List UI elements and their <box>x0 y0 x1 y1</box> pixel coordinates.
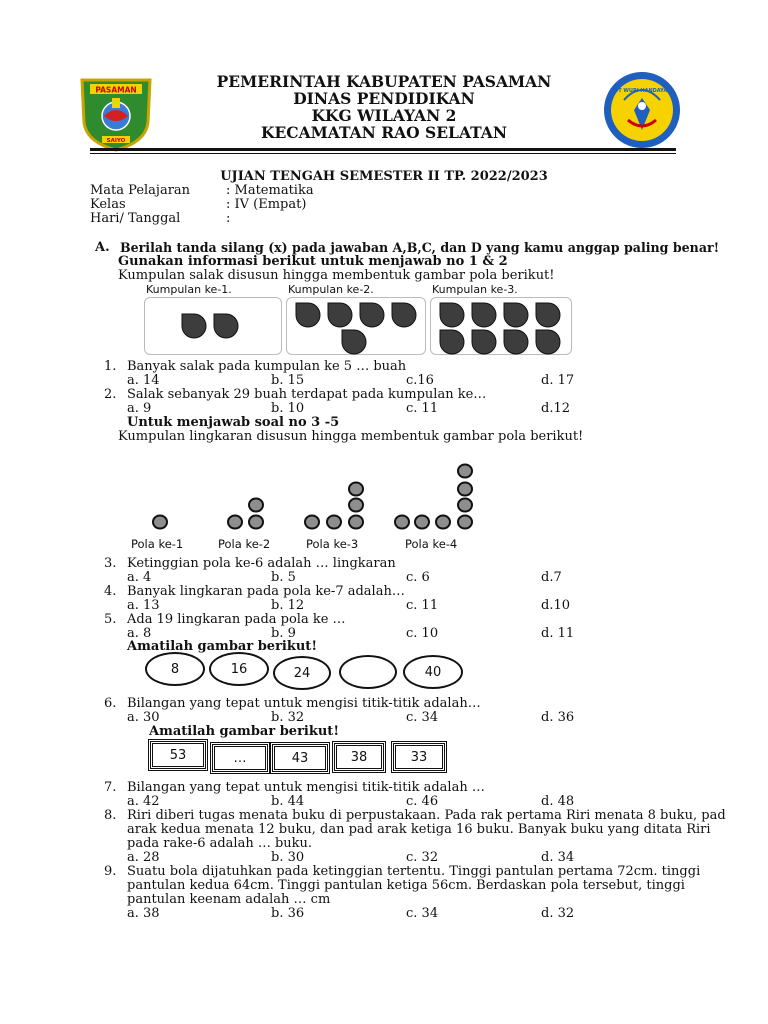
question-text: Bilangan yang tepat untuk mengisi titik-titik adalah… <box>127 696 481 711</box>
header-line-1: PEMERINTAH KABUPATEN PASAMAN <box>216 72 552 91</box>
question-number: 3. <box>104 556 117 571</box>
answer-option[interactable]: b. 15 <box>271 373 305 388</box>
answer-option[interactable]: c. 34 <box>406 906 439 921</box>
svg-text:PASAMAN: PASAMAN <box>95 85 137 95</box>
answer-option[interactable]: b. 10 <box>271 401 305 416</box>
field-label: Mata Pelajaran <box>90 183 191 198</box>
salak-label: Kumpulan ke-1. <box>146 283 232 296</box>
question-number: 6. <box>104 696 117 711</box>
question-text: Bilangan yang tepat untuk mengisi titik-titik adalah … <box>127 780 485 795</box>
question-number: 5. <box>104 612 117 627</box>
question-text: Riri diberi tugas menata buku di perpustakaan. Pada rak pertama Riri menata 8 buku, pad <box>127 808 726 823</box>
answer-option[interactable]: c. 46 <box>406 794 439 809</box>
pattern-circle <box>458 499 472 512</box>
question-number: 1. <box>104 359 117 374</box>
header-line-2: DINAS PENDIDIKAN <box>293 89 475 108</box>
answer-option[interactable]: b. 30 <box>271 850 305 865</box>
svg-text:SAIYO: SAIYO <box>106 138 126 144</box>
question-text: arak kedua menata 12 buku, dan pad arak ketiga 16 buku. Banyak buku yang ditata Riri <box>127 822 711 837</box>
answer-option[interactable]: b. 9 <box>271 626 296 641</box>
answer-option[interactable]: d.7 <box>541 570 562 585</box>
question-number: 8. <box>104 808 117 823</box>
observe-heading: Amatilah gambar berikut! <box>127 639 318 654</box>
field-label: Hari/ Tanggal <box>90 211 181 226</box>
pattern-circle <box>305 516 319 529</box>
answer-option[interactable]: b. 12 <box>271 598 305 613</box>
pola-label: Pola ke-3 <box>306 537 359 551</box>
answer-option[interactable]: d. 11 <box>541 626 575 641</box>
salak-label: Kumpulan ke-2. <box>288 283 374 296</box>
field-value: : Matematika <box>226 183 314 198</box>
sequence-circle: 40 <box>403 655 463 689</box>
sequence-circle: 8 <box>145 652 205 686</box>
sequence-circle: 24 <box>273 656 331 690</box>
field-value: : IV (Empat) <box>226 197 307 212</box>
answer-option[interactable]: a. 4 <box>127 570 152 585</box>
field-label: Kelas <box>90 197 126 212</box>
field-value: : <box>226 211 231 226</box>
pola-label: Pola ke-2 <box>218 537 271 551</box>
question-text: Suatu bola dijatuhkan pada ketinggian tertentu. Tinggi pantulan pertama 72cm. tinggi <box>127 864 701 879</box>
answer-option[interactable]: d.12 <box>541 401 570 416</box>
sequence-square: 43 <box>272 744 328 772</box>
section-marker: A. <box>95 240 110 255</box>
pattern-circle <box>458 516 472 529</box>
pattern-circle <box>327 516 341 529</box>
answer-option[interactable]: b. 32 <box>271 710 305 725</box>
answer-option[interactable]: c. 34 <box>406 710 439 725</box>
answer-option[interactable]: d. 48 <box>541 794 575 809</box>
answer-option[interactable]: d.10 <box>541 598 570 613</box>
observe-heading: Amatilah gambar berikut! <box>149 724 340 739</box>
answer-option[interactable]: a. 9 <box>127 401 152 416</box>
answer-option[interactable]: b. 36 <box>271 906 305 921</box>
answer-option[interactable]: c. 32 <box>406 850 439 865</box>
answer-option[interactable]: a. 30 <box>127 710 160 725</box>
sequence-square-blank: … <box>212 744 268 772</box>
header-line-4: KECAMATAN RAO SELATAN <box>260 123 508 142</box>
pattern-circle <box>349 499 363 512</box>
answer-option[interactable]: d. 34 <box>541 850 575 865</box>
sequence-square: 53 <box>150 741 206 769</box>
pattern-circle <box>436 516 450 529</box>
answer-option[interactable]: b. 5 <box>271 570 296 585</box>
question-text: Banyak salak pada kumpulan ke 5 … buah <box>127 359 407 374</box>
section-instruction: Berilah tanda silang (x) pada jawaban A,B,C, dan D yang kamu anggap paling benar! <box>120 240 720 255</box>
pattern-circle <box>349 483 363 496</box>
answer-option[interactable]: a. 14 <box>127 373 160 388</box>
sequence-square: 38 <box>334 743 384 771</box>
pattern-circle <box>415 516 429 529</box>
answer-option[interactable]: a. 13 <box>127 598 160 613</box>
question-text: pantulan keenam adalah … cm <box>127 892 331 907</box>
salak-label: Kumpulan ke-3. <box>432 283 518 296</box>
pattern-circle <box>153 516 167 529</box>
answer-option[interactable]: b. 44 <box>271 794 305 809</box>
question-number: 7. <box>104 780 117 795</box>
answer-option[interactable]: c.16 <box>406 373 434 388</box>
info-heading: Untuk menjawab soal no 3 -5 <box>127 415 340 430</box>
question-text: Ketinggian pola ke-6 adalah … lingkaran <box>127 556 396 571</box>
pattern-circle <box>228 516 242 529</box>
answer-option[interactable]: d. 32 <box>541 906 575 921</box>
question-text: Banyak lingkaran pada pola ke-7 adalah… <box>127 584 405 599</box>
question-text: pada rake-6 adalah … buku. <box>127 836 313 851</box>
pola-label: Pola ke-4 <box>405 537 458 551</box>
sequence-circle-blank <box>339 655 397 689</box>
answer-option[interactable]: a. 42 <box>127 794 160 809</box>
question-number: 2. <box>104 387 117 402</box>
sequence-square: 33 <box>393 743 445 771</box>
answer-option[interactable]: a. 38 <box>127 906 160 921</box>
sequence-circle: 16 <box>209 652 269 686</box>
pattern-circle <box>458 465 472 478</box>
answer-option[interactable]: a. 8 <box>127 626 152 641</box>
question-text: Ada 19 lingkaran pada pola ke … <box>127 612 346 627</box>
pattern-circle <box>249 499 263 512</box>
salak-intro: Kumpulan salak disusun hingga membentuk gambar pola berikut! <box>118 268 555 283</box>
answer-option[interactable]: c. 11 <box>406 598 439 613</box>
circle-intro: Kumpulan lingkaran disusun hingga membentuk gambar pola berikut! <box>118 429 584 444</box>
question-number: 4. <box>104 584 117 599</box>
pattern-circle <box>249 516 263 529</box>
pola-label: Pola ke-1 <box>131 537 184 551</box>
info-heading: Gunakan informasi berikut untuk menjawab no 1 & 2 <box>118 254 508 269</box>
question-text: pantulan kedua 64cm. Tinggi pantulan ketiga 56cm. Berdaskan pola tersebut, tinggi <box>127 878 685 893</box>
answer-option[interactable]: c. 10 <box>406 626 439 641</box>
answer-option[interactable]: a. 28 <box>127 850 160 865</box>
answer-option[interactable]: c. 11 <box>406 401 439 416</box>
question-number: 9. <box>104 864 117 879</box>
header-line-3: KKG WILAYAN 2 <box>311 106 457 125</box>
question-text: Salak sebanyak 29 buah terdapat pada kumpulan ke… <box>127 387 487 402</box>
pattern-circle <box>458 483 472 496</box>
answer-option[interactable]: d. 36 <box>541 710 575 725</box>
pattern-circle <box>395 516 409 529</box>
exam-title: UJIAN TENGAH SEMESTER II TP. 2022/2023 <box>220 169 548 184</box>
svg-text:TUT WURI HANDAYANI: TUT WURI HANDAYANI <box>610 88 674 94</box>
answer-option[interactable]: d. 17 <box>541 373 575 388</box>
pattern-circle <box>349 516 363 529</box>
answer-option[interactable]: c. 6 <box>406 570 430 585</box>
